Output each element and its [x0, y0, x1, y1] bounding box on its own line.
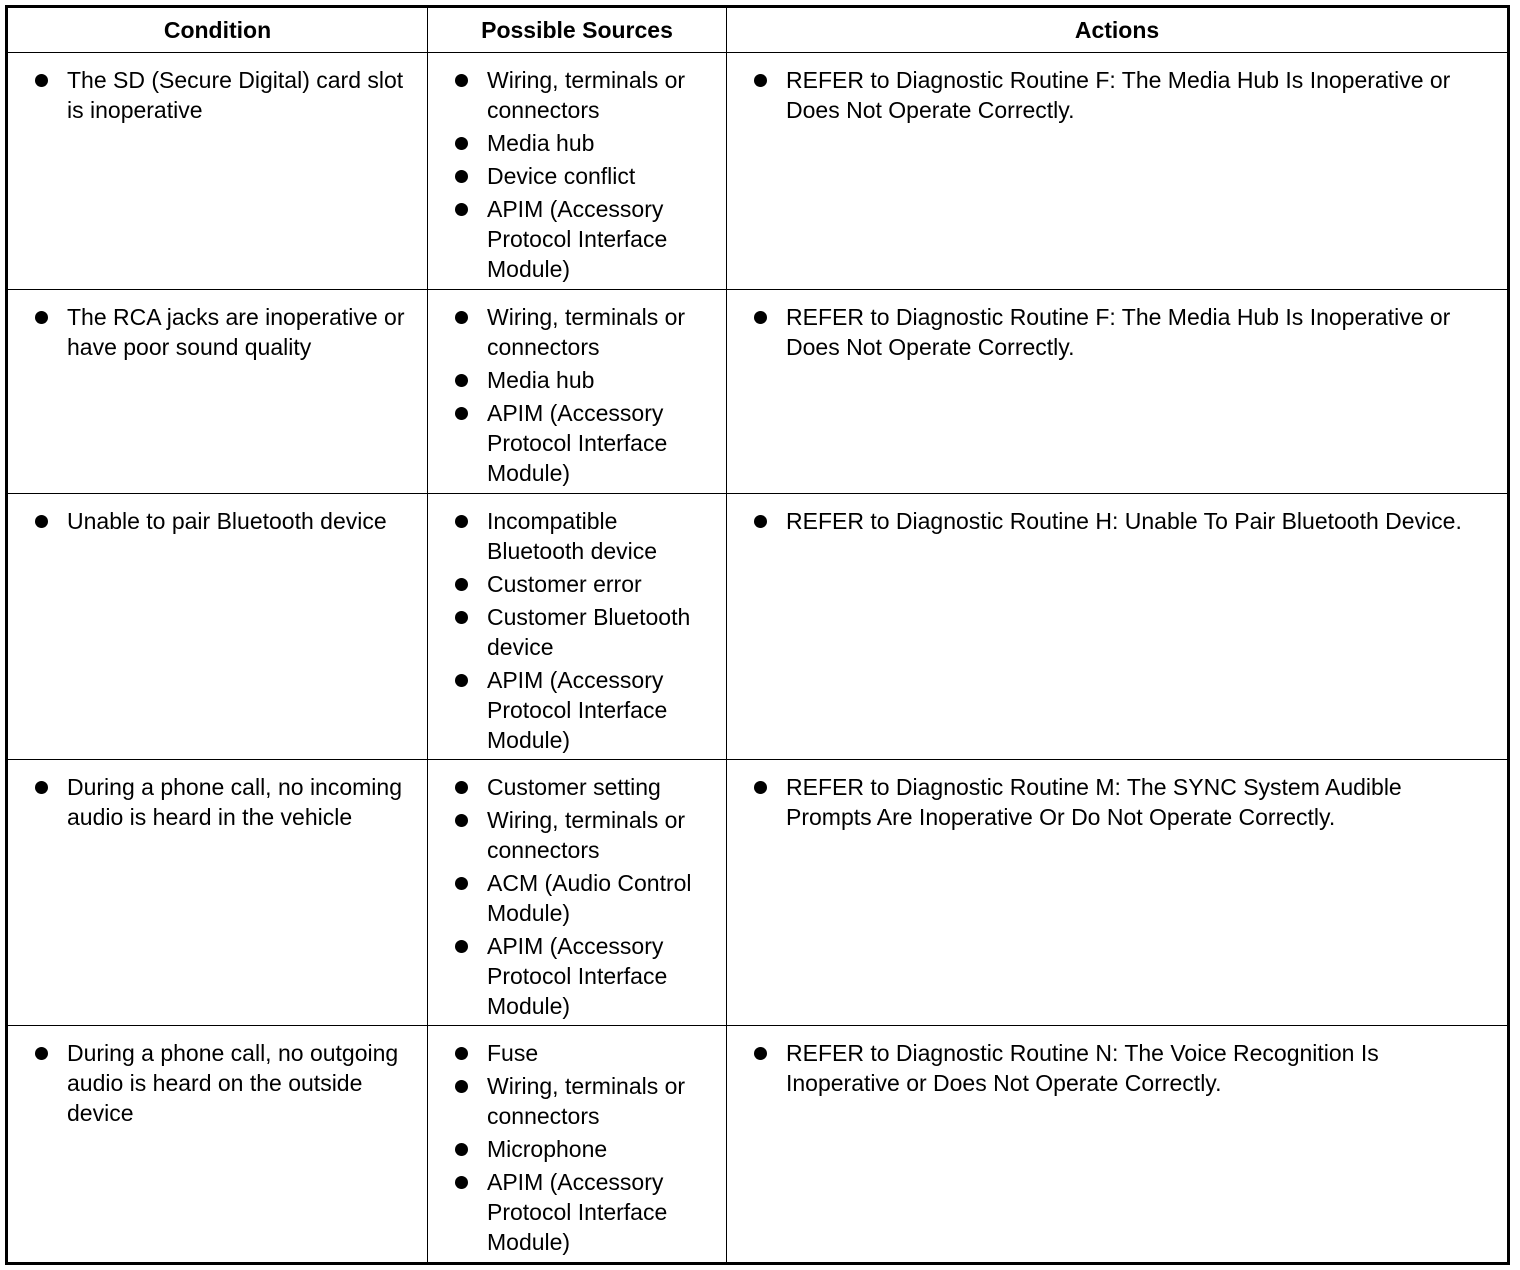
actions-cell	[727, 1026, 1509, 1264]
condition-text: During a phone call, no outgoing audio is heard on the outside device	[67, 1040, 399, 1126]
list-item	[452, 398, 720, 488]
condition-cell	[7, 53, 428, 290]
list-item	[452, 365, 720, 395]
source-text: Media hub	[487, 367, 595, 393]
list-item	[751, 772, 1493, 832]
bullet-icon	[455, 170, 468, 183]
action-text: REFER to Diagnostic Routine M: The SYNC System Audible Prompts Are Inoperative Or Do Not Operate Correctly.	[786, 774, 1402, 830]
bullet-icon	[754, 74, 767, 87]
list-item	[32, 65, 419, 125]
list-item	[452, 665, 720, 755]
bullet-icon	[455, 137, 468, 150]
bullet-icon	[455, 311, 468, 324]
bullet-icon	[455, 407, 468, 420]
source-text: Device conflict	[487, 163, 636, 189]
table-row	[7, 1026, 1509, 1264]
bullet-icon	[455, 814, 468, 827]
source-text: APIM (Accessory Protocol Interface Module)	[487, 196, 668, 282]
bullet-icon	[455, 1176, 468, 1189]
source-text: Customer error	[487, 571, 642, 597]
bullet-icon	[455, 203, 468, 216]
sources-cell	[428, 290, 727, 494]
condition-text: The RCA jacks are inoperative or have poor sound quality	[67, 304, 405, 360]
action-text: REFER to Diagnostic Routine F: The Media Hub Is Inoperative or Does Not Operate Correctly.	[786, 304, 1451, 360]
bullet-icon	[455, 74, 468, 87]
list-item	[452, 128, 720, 158]
list-item	[452, 65, 720, 125]
bullet-icon	[754, 515, 767, 528]
bullet-icon	[35, 311, 48, 324]
condition-cell	[7, 494, 428, 760]
source-text: Media hub	[487, 130, 595, 156]
source-text: APIM (Accessory Protocol Interface Module)	[487, 667, 668, 753]
source-text: Wiring, terminals or connectors	[487, 304, 686, 360]
diagnostic-table	[5, 5, 1510, 1265]
bullet-icon	[35, 74, 48, 87]
bullet-icon	[455, 611, 468, 624]
bullet-icon	[754, 1047, 767, 1060]
bullet-icon	[455, 578, 468, 591]
list-item	[452, 1134, 720, 1164]
list-item	[452, 161, 720, 191]
sources-cell	[428, 53, 727, 290]
action-text: REFER to Diagnostic Routine F: The Media Hub Is Inoperative or Does Not Operate Correctly.	[786, 67, 1451, 123]
actions-cell	[727, 53, 1509, 290]
condition-text: During a phone call, no incoming audio is heard in the vehicle	[67, 774, 402, 830]
table-header-row	[7, 7, 1509, 53]
table-row	[7, 53, 1509, 290]
source-text: Customer Bluetooth device	[487, 604, 691, 660]
bullet-icon	[455, 1047, 468, 1060]
bullet-icon	[455, 781, 468, 794]
bullet-icon	[35, 1047, 48, 1060]
list-item	[32, 302, 419, 362]
source-text: Incompatible Bluetooth device	[487, 508, 658, 564]
list-item	[751, 1038, 1493, 1098]
bullet-icon	[35, 781, 48, 794]
table-row	[7, 760, 1509, 1026]
list-item	[452, 506, 720, 566]
sources-cell	[428, 760, 727, 1026]
list-item	[751, 506, 1493, 536]
header-condition: Condition	[7, 7, 428, 53]
actions-cell	[727, 760, 1509, 1026]
source-text: APIM (Accessory Protocol Interface Module)	[487, 933, 668, 1019]
list-item	[452, 1167, 720, 1257]
source-text: Wiring, terminals or connectors	[487, 1073, 686, 1129]
list-item	[32, 506, 419, 536]
source-text: APIM (Accessory Protocol Interface Module)	[487, 1169, 668, 1255]
condition-cell	[7, 1026, 428, 1264]
list-item	[452, 772, 720, 802]
list-item	[751, 65, 1493, 125]
actions-cell	[727, 494, 1509, 760]
bullet-icon	[754, 781, 767, 794]
list-item	[452, 302, 720, 362]
list-item	[452, 569, 720, 599]
bullet-icon	[455, 515, 468, 528]
header-possible-sources: Possible Sources	[428, 7, 727, 53]
table-row	[7, 290, 1509, 494]
source-text: Microphone	[487, 1136, 608, 1162]
bullet-icon	[455, 674, 468, 687]
list-item	[452, 868, 720, 928]
bullet-icon	[455, 374, 468, 387]
source-text: Wiring, terminals or connectors	[487, 67, 686, 123]
condition-cell	[7, 290, 428, 494]
bullet-icon	[35, 515, 48, 528]
bullet-icon	[455, 1143, 468, 1156]
bullet-icon	[754, 311, 767, 324]
source-text: Customer setting	[487, 774, 661, 800]
source-text: ACM (Audio Control Module)	[487, 870, 692, 926]
sources-cell	[428, 494, 727, 760]
list-item	[452, 1071, 720, 1131]
list-item	[452, 931, 720, 1021]
list-item	[452, 1038, 720, 1068]
action-text: REFER to Diagnostic Routine H: Unable To Pair Bluetooth Device.	[786, 508, 1462, 534]
list-item	[32, 1038, 419, 1128]
table-row	[7, 494, 1509, 760]
condition-text: The SD (Secure Digital) card slot is inoperative	[67, 67, 404, 123]
list-item	[452, 602, 720, 662]
actions-cell	[727, 290, 1509, 494]
list-item	[452, 194, 720, 284]
sources-cell	[428, 1026, 727, 1264]
list-item	[751, 302, 1493, 362]
source-text: APIM (Accessory Protocol Interface Module)	[487, 400, 668, 486]
bullet-icon	[455, 940, 468, 953]
list-item	[32, 772, 419, 832]
condition-cell	[7, 760, 428, 1026]
bullet-icon	[455, 877, 468, 890]
action-text: REFER to Diagnostic Routine N: The Voice Recognition Is Inoperative or Does Not Operate Correctly.	[786, 1040, 1379, 1096]
condition-text: Unable to pair Bluetooth device	[67, 508, 387, 534]
source-text: Wiring, terminals or connectors	[487, 807, 686, 863]
list-item	[452, 805, 720, 865]
header-actions: Actions	[727, 7, 1509, 53]
bullet-icon	[455, 1080, 468, 1093]
source-text: Fuse	[487, 1040, 539, 1066]
